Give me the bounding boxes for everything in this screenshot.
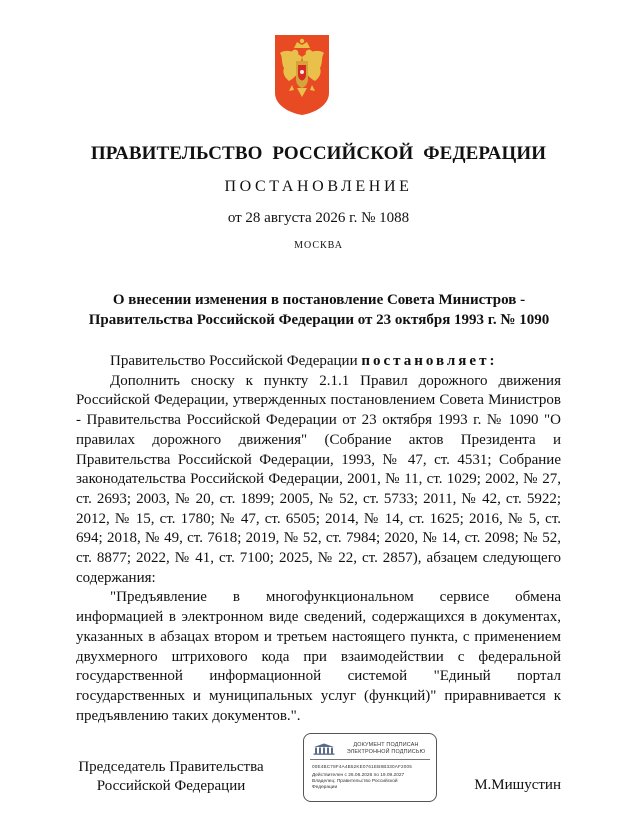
government-title: ПРАВИТЕЛЬСТВО РОССИЙСКОЙ ФЕДЕРАЦИИ	[90, 143, 547, 164]
russian-coat-of-arms-icon	[275, 35, 329, 115]
stamp-validity: Действителен с 26.06.2026 по 19.09.2027	[312, 773, 405, 778]
intro-prefix: Правительство Российской Федерации	[110, 353, 362, 369]
document-city: МОСКВА	[294, 240, 343, 251]
government-building-icon	[312, 743, 336, 755]
coat-of-arms-emblem	[275, 35, 329, 115]
stamp-header	[338, 742, 434, 755]
document-type: ПОСТАНОВЛЕНИЕ	[224, 178, 413, 195]
signer-title-line-2: Российской Федерации	[96, 778, 246, 794]
body-paragraph-2: "Предъявление в многофункциональном сервисе обмена информацией в электронном виде сведений, содержащихся в документах, указанных в абзацах втором и третьем настоящего пункта, с применением двухмерного штрихового кода при взаимодействии с федеральной государственной информационной системой "Единый портал государственных и муниципальных услуг (функций)" приравнивается к предъявлению таких документов.".	[76, 589, 561, 724]
stamp-owner-line-2: Федерации	[312, 785, 338, 790]
stamp-details	[312, 773, 432, 791]
stamp-owner-line-1: Владелец: Правительство Российской	[312, 779, 398, 784]
signer-name: М.Мишустин	[474, 777, 561, 793]
stamp-header-line-2: ЭЛЕКТРОННОЙ ПОДПИСЬЮ	[346, 748, 426, 755]
heading-line-2: Правительства Российской Федерации от 23 октября 1993 г. № 1090	[88, 312, 550, 328]
electronic-signature-stamp	[303, 733, 437, 802]
signer-title	[76, 758, 266, 796]
signer-title-line-1: Председатель Правительства	[78, 759, 264, 775]
stamp-certificate-number: 00E4BC78F4A4B52KE0761EB8B330AF2005	[312, 764, 413, 769]
document-heading	[70, 290, 568, 330]
stamp-divider	[310, 759, 430, 760]
heading-line-1: О внесении изменения в постановление Совета Министров -	[112, 292, 526, 308]
resolve-word: постановляет:	[361, 353, 498, 369]
body-paragraph-1: Дополнить сноску к пункту 2.1.1 Правил дорожного движения Российской Федерации, утвержденных постановлением Совета Министров - Правительства Российской Федерации от 23 октября 1993 г. № 1090 "О правилах дорожного движения" (Собрание актов Президента и Правительства Российской Федерации, 1993, № 47, ст. 4531; Собрание законодательства Российской Федерации, 2001, № 11, ст. 1029; 2002, № 27, ст. 2693; 2003, № 20, ст. 1899; 2005, № 52, ст. 5733; 2011, № 42, ст. 5922; 2012, № 15, ст. 1780; № 47, ст. 6505; 2014, № 14, ст. 1625; 2016, № 5, ст. 694; 2018, № 49, ст. 7618; 2019, № 52, ст. 7984; 2020, № 14, ст. 2098; № 52, ст. 8877; 2022, № 41, ст. 7100; 2025, № 22, ст. 2857), абзацем следующего содержания:	[76, 372, 561, 586]
resolution-intro	[76, 352, 561, 372]
document-body	[76, 352, 561, 726]
stamp-header-line-1: ДОКУМЕНТ ПОДПИСАН	[353, 742, 419, 748]
document-date-number: от 28 августа 2026 г. № 1088	[227, 210, 410, 226]
